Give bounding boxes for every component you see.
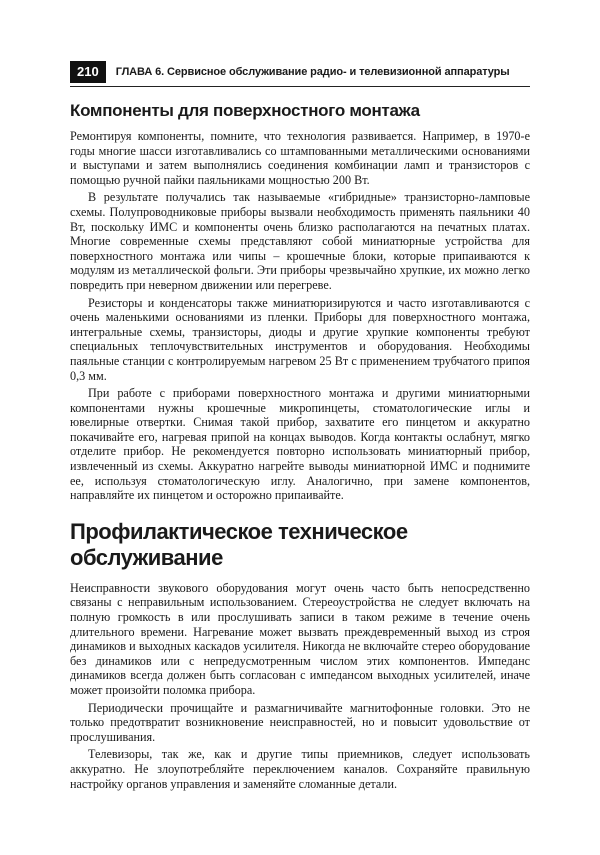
paragraph: Периодически прочищайте и размагничивайте магнитофонные головки. Это не только предотвратит возникновение неисправностей, но и повысит удовольствие от прослушивания. xyxy=(70,700,530,744)
paragraph: Телевизоры, так же, как и другие типы приемников, следует использовать аккуратно. Не злоупотребляйте переключением каналов. Сохраняйте правильную настройку органов управления и заменяйте сломанные детали. xyxy=(70,747,530,791)
book-page xyxy=(70,60,530,794)
section-heading-smd: Компоненты для поверхностного монтажа xyxy=(70,101,420,120)
running-header xyxy=(70,60,530,87)
paragraph: В результате получались так называемые «гибридные» транзисторно-ламповые схемы. Полупроводниковые приборы вызвали необходимость применять паяльники 40 Вт, поскольку ИМС и компоненты очень близко располагаются на печатных платах. Многие современные схемы представляют собой миниатюрные устройства для поверхностного монтажа или чипы – крошечные блоки, которые припаиваются к модулям из металлической фольги. Эти приборы чрезвычайно хрупкие, их можно легко повредить при неверном движении или перегреве. xyxy=(70,190,530,292)
chapter-title: ГЛАВА 6. Сервисное обслуживание радио- и телевизионной аппаратуры xyxy=(115,66,510,78)
paragraph: Ремонтируя компоненты, помните, что технология развивается. Например, в 1970-е годы многие шасси изготавливались со штампованными металлическими основаниями и выступами и затем выполнялись соединения комбинации ламп и транзисторов с помощью ручной пайки паяльниками мощностью 200 Вт. xyxy=(70,129,530,187)
paragraph: Неисправности звукового оборудования могут очень часто быть непосредственно связаны с неправильным использованием. Стереоустройства не следует включать на полную громкость в или прослушивать записи в таком режиме в течение очень длительного времени. Нагревание может вызвать преждевременный выход из строя динамиков и выходных каскадов усилителя. Никогда не включайте стерео оборудование без динамиков или с непредусмотренным числом этих компонентов. Импеданс динамиков всегда должен быть согласован с импедансом выходных усилителей, иначе может произойти поломка прибора. xyxy=(70,580,530,697)
page-number: 210 xyxy=(70,61,106,83)
paragraph: Резисторы и конденсаторы также миниатюризируются и часто изготавливаются с очень маленькими основаниями из пленки. Приборы для поверхностного монтажа, интегральные схемы, транзисторы, диоды и другие хрупкие компоненты требуют специальных теплочувствительных инструментов и оборудования. Необходимы паяльные станции с контролируемым нагревом 25 Вт с применением трубчатого припоя 0,3 мм. xyxy=(70,295,530,383)
section-heading-maintenance: Профилактическое техническое обслуживание xyxy=(70,518,408,570)
paragraph: При работе с приборами поверхностного монтажа и другими миниатюрными компонентами нужны крошечные микропинцеты, стоматологические иглы и ювелирные отвертки. Снимая такой прибор, захватите его пинцетом и аккуратно покачивайте его, нагревая припой на концах выводов. Когда контакты ослабнут, мягко отделите прибор. Не рекомендуется повторно использовать миниатюрный прибор, извлеченный из схемы. Аккуратно нагрейте выводы миниатюрной ИМС и поднимите ее, используя стоматологическую иглу. Аналогично, при замене компонентов, направляйте их пинцетом и осторожно припаивайте. xyxy=(70,386,530,503)
